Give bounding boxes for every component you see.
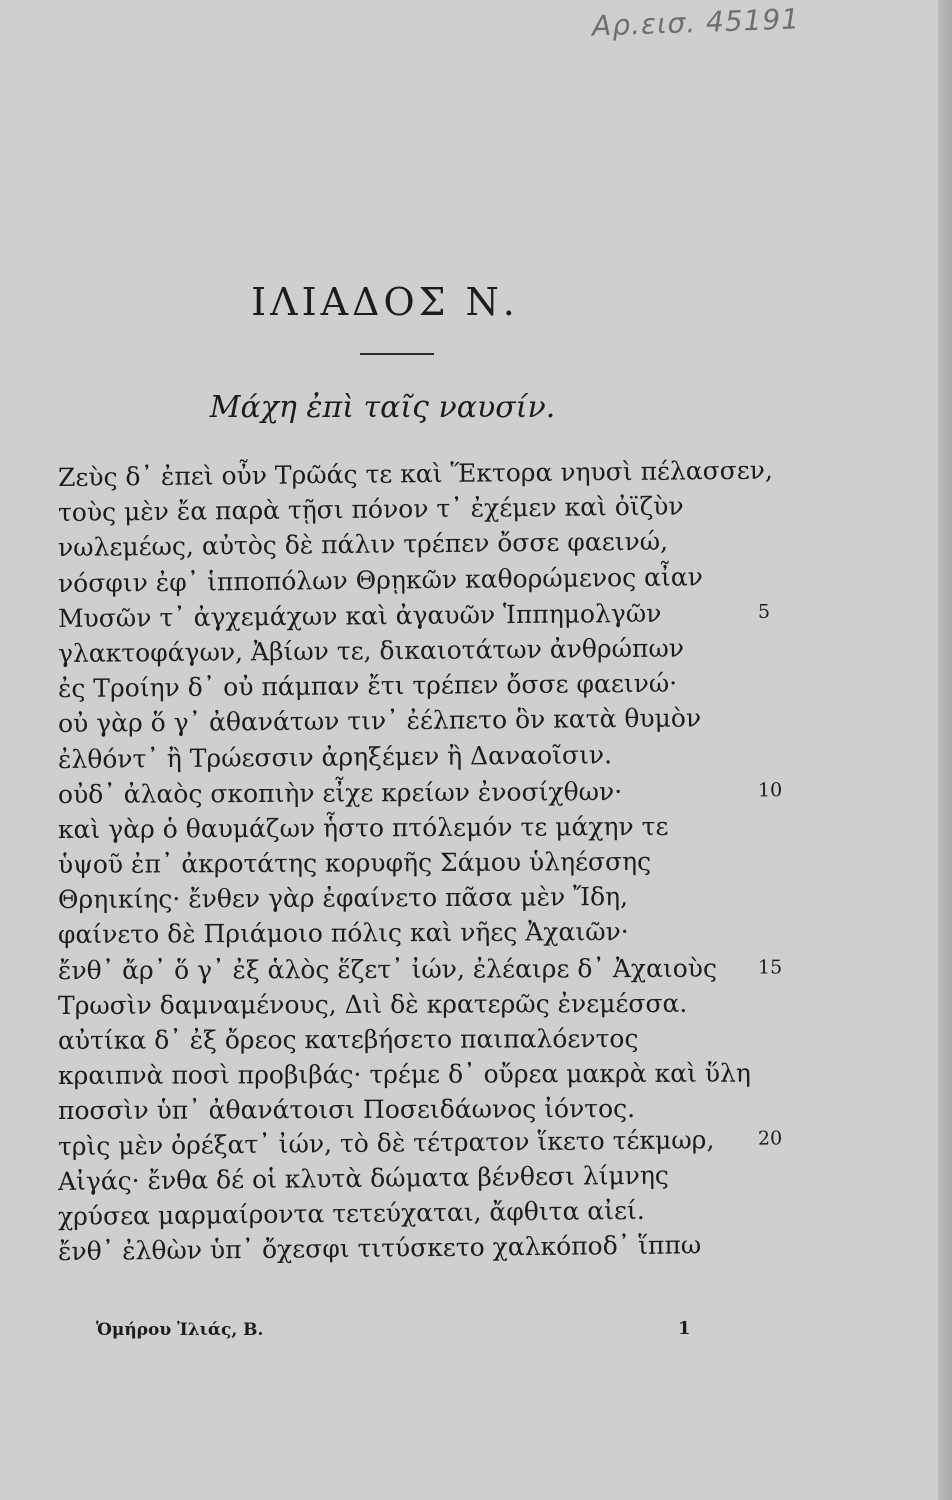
line-number: 10 [757, 778, 783, 802]
verse-text: καὶ γὰρ ὁ θαυμάζων ἧστο πτόλεμόν τε μάχην τε [57, 811, 669, 844]
verse-line [58, 773, 818, 812]
verse-line [58, 843, 818, 882]
page-edge-shadow [938, 0, 952, 1500]
line-number: 5 [757, 600, 771, 623]
verse-line [58, 878, 818, 917]
line-number: 20 [757, 1126, 783, 1150]
verse-text: οὐ γὰρ ὅ γ᾽ ἀθανάτων τιν᾽ ἐέλπετο ὃν κατὰ θυμὸν [57, 703, 702, 739]
verse-text: Ζεὺς δ᾽ ἐπεὶ οὖν Τρῶάς τε καὶ Ἕκτορα νηυσὶ πέλασσεν, [57, 455, 774, 492]
gathering-mark: 1 [678, 1318, 691, 1339]
verse-text: κραιπνὰ ποσὶ προβιβάς· τρέμε δ᾽ οὔρεα μακρὰ καὶ ὕλη [57, 1058, 751, 1091]
page-subtitle: Μάχη ἐπὶ ταῖς ναυσίν. [209, 390, 556, 425]
footer-signature-text: Ὁμήρου Ἰλιάς, Β. [96, 1320, 264, 1340]
verse-text: τοὺς μὲν ἔα παρὰ τῇσι πόνον τ᾽ ἐχέμεν καὶ ὀϊζὺν [57, 491, 684, 528]
verse-line [58, 1020, 818, 1058]
verse-text: χρύσεα μαρμαίροντα τετεύχαται, ἄφθιτα αἰεί. [57, 1195, 645, 1231]
verse-text: νόσφιν ἐφ᾽ ἱπποπόλων Θρῃκῶν καθορώμενος αἶαν [57, 561, 704, 598]
verse-text: γλακτοφάγων, Ἀβίων τε, δικαιοτάτων ἀνθρώπων [57, 633, 685, 668]
verse-line [58, 735, 818, 777]
verse-text: Τρωσὶν δαμναμένους, Διὶ δὲ κρατερῶς ἐνεμέσσα. [57, 988, 688, 1020]
verse-text: αὐτίκα δ᾽ ἐξ ὄρεος κατεβήσετο παιπαλόεντος [57, 1023, 639, 1055]
verse-text: οὐδ᾽ ἀλαὸς σκοπιὴν εἶχε κρείων ἐνοσίχθων· [57, 776, 623, 809]
verse-text: ἐς Τροίην δ᾽ οὐ πάμπαν ἔτι τρέπεν ὄσσε φαεινώ· [57, 668, 678, 704]
verse-text: Αἰγάς· ἔνθα δέ οἱ κλυτὰ δώματα βένθεσι λίμνης [57, 1160, 669, 1196]
verse-line [58, 700, 818, 742]
verse-line [58, 558, 818, 601]
verse-line [58, 950, 818, 988]
verse-line [58, 1056, 818, 1094]
page-title: ΙΛΙΑΔΟΣ Ν. [251, 280, 519, 324]
verse-text: ἔνθ᾽ ἐλθὼν ὑπ᾽ ὄχεσφι τιτύσκετο χαλκόποδ᾽ ἵππω [57, 1230, 702, 1267]
line-number: 15 [757, 956, 783, 979]
verse-text: τρὶς μὲν ὀρέξατ᾽ ἰών, τὸ δὲ τέτρατον ἵκετο τέκμωρ, [57, 1124, 715, 1161]
verse-text: νωλεμέως, αὐτὸς δὲ πάλιν τρέπεν ὄσσε φαεινώ, [57, 526, 669, 563]
handwritten-shelfmark: Αρ.εισ. 45191 [591, 2, 801, 43]
verse-line [58, 1226, 818, 1269]
verse-line [58, 913, 818, 952]
title-divider [360, 353, 434, 355]
verse-line [58, 985, 818, 1023]
verse-text: Μυσῶν τ᾽ ἀγχεμάχων καὶ ἀγαυῶν Ἱππημολγῶν [57, 598, 662, 633]
verse-text: ἔνθ᾽ ἄρ᾽ ὅ γ᾽ ἐξ ἁλὸς ἕζετ᾽ ἰών, ἐλέαιρε δ᾽ Ἀχαιοὺς [57, 953, 718, 985]
verse-line [58, 808, 818, 847]
verse-text: φαίνετο δὲ Πριάμοιο πόλις καὶ νῆες Ἀχαιῶν· [57, 917, 629, 950]
verse-text: Θρηικίης· ἔνθεν γὰρ ἐφαίνετο πᾶσα μὲν Ἴδη, [57, 882, 629, 915]
verse-text: ὑψοῦ ἐπ᾽ ἀκροτάτης κορυφῆς Σάμου ὑληέσσης [57, 846, 652, 880]
verse-block [57, 455, 818, 1269]
verse-text: ἐλθόντ᾽ ἢ Τρώεσσιν ἀρηξέμεν ἢ Δαναοῖσιν. [57, 739, 613, 774]
verse-text: ποσσὶν ὑπ᾽ ἀθανάτοισι Ποσειδάωνος ἰόντος. [57, 1094, 636, 1126]
